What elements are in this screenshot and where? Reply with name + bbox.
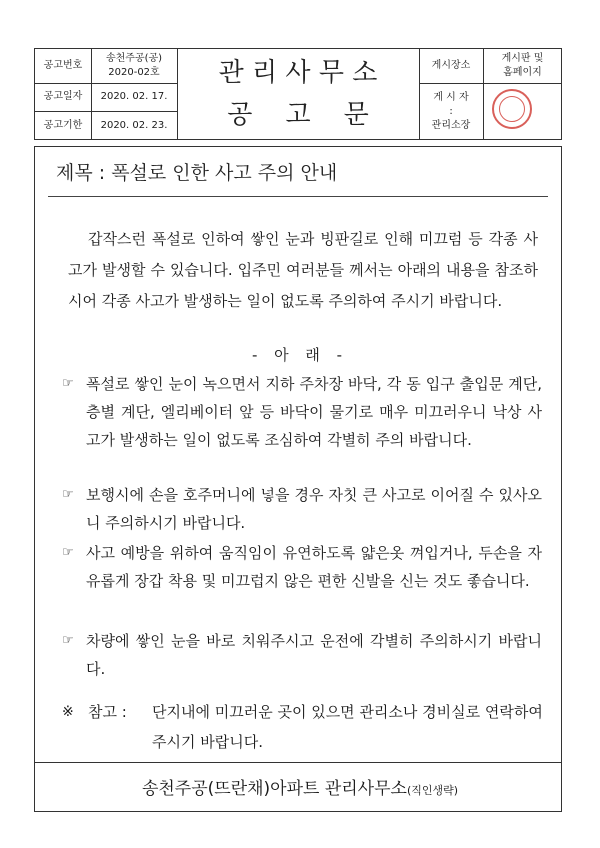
notice-no-label: 공고번호 [43, 60, 83, 71]
reference-note [62, 697, 552, 757]
poster-label [419, 83, 483, 140]
list-item [62, 627, 542, 683]
post-place-value-line1: 게시판 및 [501, 53, 544, 64]
official-seal-stamp [492, 89, 532, 129]
notice-no-value [91, 49, 177, 83]
pointing-hand-icon: ☞ [62, 633, 74, 648]
list-item [62, 370, 542, 454]
list-item [62, 481, 542, 537]
issuer-footer [0, 774, 600, 799]
reference-mark-icon: ※ [62, 704, 74, 720]
poster-label-line1: 게 시 자 [433, 91, 469, 103]
notice-date-value: 2020. 02. 17. [100, 91, 168, 102]
seal-omitted-note: (직인생략) [406, 784, 459, 797]
list-item-text: 보행시에 손을 호주머니에 넣을 경우 자칫 큰 사고로 이어질 수 있사오니 주의하시기 바랍니다. [86, 486, 542, 532]
notice-subject: 제목 : 폭설로 인한 사고 주의 안내 [56, 162, 338, 184]
notice-title: 공 고 문 [227, 100, 369, 130]
list-item-text: 폭설로 쌓인 눈이 녹으면서 지하 주차장 바닥, 각 동 입구 출입문 계단, 층별 계단, 엘리베이터 앞 등 바닥이 물기로 매우 미끄러우니 낙상 사고가 발생하는 일이 없도록 조심하여 각별히 주의 바랍니다. [86, 375, 542, 449]
reference-text: 단지내에 미끄러운 곳이 있으면 관리소나 경비실로 연락하여 주시기 바랍니다. [152, 703, 543, 751]
poster-label-line3: 관리소장 [431, 119, 471, 131]
post-place-value [483, 49, 562, 83]
pointing-hand-icon: ☞ [62, 545, 74, 560]
notice-date-label: 공고일자 [43, 91, 83, 102]
pointing-hand-icon: ☞ [62, 487, 74, 502]
notice-header-table [34, 48, 562, 140]
notice-period-label: 공고기한 [43, 119, 83, 131]
office-title: 관 리 사 무 소 [218, 58, 378, 88]
footer-divider [34, 762, 562, 763]
list-item-text: 사고 예방을 위하여 움직임이 유연하도록 얇은옷 껴입거나, 두손을 자유롭게 장갑 착용 및 미끄럽지 않은 편한 신발을 신는 것도 좋습니다. [86, 544, 542, 590]
notice-no-value-line1: 송천주공(공) [105, 53, 163, 64]
reference-label: 참고 : [88, 703, 127, 721]
notice-no-value-line2: 2020-02호 [108, 67, 160, 78]
post-place-label: 게시장소 [431, 60, 471, 71]
pointing-hand-icon: ☞ [62, 376, 74, 391]
poster-label-line2: : [449, 105, 453, 117]
intro-paragraph: 갑작스런 폭설로 인하여 쌓인 눈과 빙판길로 인해 미끄럼 등 각종 사고가 발생할 수 있습니다. 입주민 여러분들 께서는 아래의 내용을 참조하시어 각종 사고가 발생하는 일이 없도록 주의하여 주시기 바랍니다. [68, 230, 538, 310]
post-place-value-line2: 홈페이지 [503, 67, 542, 78]
issuer-name: 송천주공(뜨란채)아파트 관리사무소 [141, 779, 407, 799]
notice-period-value: 2020. 02. 23. [100, 119, 168, 131]
list-item-text: 차량에 쌓인 눈을 바로 치워주시고 운전에 각별히 주의하시기 바랍니다. [86, 632, 542, 678]
list-item [62, 539, 542, 595]
subject-underline [48, 196, 548, 197]
below-heading: - 아 래 - [251, 346, 349, 364]
